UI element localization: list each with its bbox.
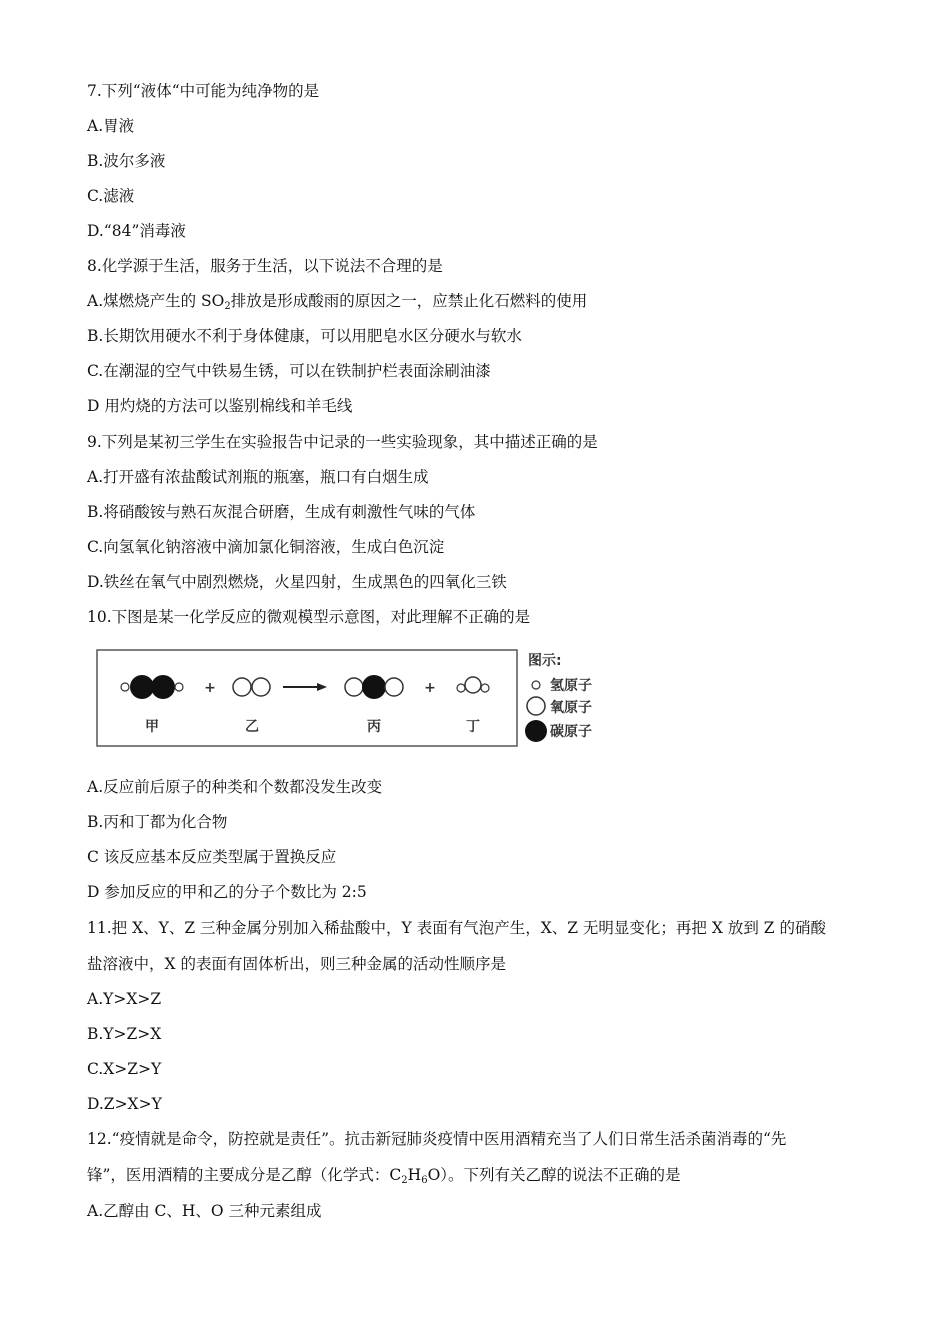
q10-option-d: D 参加反应的甲和乙的分子个数比为 2:5 <box>87 883 367 901</box>
q8-stem: 8.化学源于生活，服务于生活，以下说法不合理的是 <box>87 257 443 275</box>
label-bing: 丙 <box>367 719 381 735</box>
q9-option-c: C.向氢氧化钠溶液中滴加氯化铜溶液，生成白色沉淀 <box>87 538 445 556</box>
q12-stem-line2 <box>87 1165 681 1185</box>
label-yi: 乙 <box>245 719 259 735</box>
reaction-arrow <box>283 683 327 691</box>
q9-option-d: D.铁丝在氧气中剧烈燃烧，火星四射，生成黑色的四氧化三铁 <box>87 573 507 591</box>
q11-option-a: A.Y>X>Z <box>87 990 162 1008</box>
q12-stem-line1: 12.“疫情就是命令，防控就是责任”。抗击新冠肺炎疫情中医用酒精充当了人们日常生活杀菌消毒的“先 <box>87 1130 787 1148</box>
molecule-ding <box>457 677 489 693</box>
q7-option-c: C.滤液 <box>87 187 135 205</box>
legend-carbon: 碳原子 <box>550 724 592 740</box>
q8-a-sub: 2 <box>224 301 231 312</box>
legend-oxygen: 氧原子 <box>550 700 592 716</box>
reaction-model-figure <box>95 645 630 751</box>
q12-sub-1: 2 <box>401 1175 408 1186</box>
q11-option-d: D.Z>X>Y <box>87 1095 162 1113</box>
legend-hydrogen: 氢原子 <box>550 678 592 694</box>
hydrogen-atom-icon <box>532 681 540 689</box>
q11-stem-line1: 11.把 X、Y、Z 三种金属分别加入稀盐酸中，Y 表面有气泡产生，X、Z 无明显变化；再把 X 放到 Z 的硝酸 <box>87 919 826 937</box>
q12-option-a: A.乙醇由 C、H、O 三种元素组成 <box>87 1202 322 1220</box>
q12-stem2-mid1: H <box>407 1166 422 1184</box>
molecule-bing <box>345 675 403 699</box>
q7-option-b: B.波尔多液 <box>87 152 166 170</box>
q12-stem2-pre: 锋”，医用酒精的主要成分是乙醇（化学式：C <box>87 1166 402 1184</box>
q11-option-c: C.X>Z>Y <box>87 1060 162 1078</box>
q10-option-c: C 该反应基本反应类型属于置换反应 <box>87 848 337 866</box>
q10-option-a: A.反应前后原子的种类和个数都没发生改变 <box>87 778 383 796</box>
q9-option-b: B.将硝酸铵与熟石灰混合研磨，生成有刺激性气味的气体 <box>87 503 476 521</box>
q9-option-a: A.打开盛有浓盐酸试剂瓶的瓶塞，瓶口有白烟生成 <box>87 468 429 486</box>
figure-legend <box>525 652 592 742</box>
plus-sign-2: + <box>424 680 436 696</box>
label-jia: 甲 <box>145 719 159 735</box>
q8-a-post: 排放是形成酸雨的原因之一，应禁止化石燃料的使用 <box>230 292 588 310</box>
legend-title: 图示: <box>528 653 562 669</box>
q8-option-c: C.在潮湿的空气中铁易生锈，可以在铁制护栏表面涂刷油漆 <box>87 362 491 380</box>
q10-stem: 10.下图是某一化学反应的微观模型示意图，对此理解不正确的是 <box>87 608 531 626</box>
q8-option-a <box>87 291 587 311</box>
reaction-model-svg <box>95 645 630 751</box>
molecule-jia <box>121 675 183 699</box>
q11-stem-line2: 盐溶液中，X 的表面有固体析出，则三种金属的活动性顺序是 <box>87 955 506 973</box>
q11-option-b: B.Y>Z>X <box>87 1025 162 1043</box>
carbon-atom-icon <box>525 720 547 742</box>
q9-stem: 9.下列是某初三学生在实验报告中记录的一些实验现象，其中描述正确的是 <box>87 433 598 451</box>
q7-option-a: A.胃液 <box>87 117 135 135</box>
q8-a-pre: A.煤燃烧产生的 SO <box>87 292 225 310</box>
q8-option-d: D 用灼烧的方法可以鉴别棉线和羊毛线 <box>87 397 353 415</box>
q8-option-b: B.长期饮用硬水不利于身体健康，可以用肥皂水区分硬水与软水 <box>87 327 522 345</box>
plus-sign-1: + <box>204 680 216 696</box>
q7-stem: 7.下列“液体“中可能为纯净物的是 <box>87 82 320 100</box>
q12-sub-2: 6 <box>421 1175 428 1186</box>
q7-option-d: D.“84”消毒液 <box>87 222 186 240</box>
q12-stem2-mid2: O）。下列有关乙醇的说法不正确的是 <box>427 1166 681 1184</box>
label-ding: 丁 <box>466 719 480 735</box>
molecule-yi <box>233 678 270 696</box>
q10-option-b: B.丙和丁都为化合物 <box>87 813 228 831</box>
oxygen-atom-icon <box>527 697 545 715</box>
